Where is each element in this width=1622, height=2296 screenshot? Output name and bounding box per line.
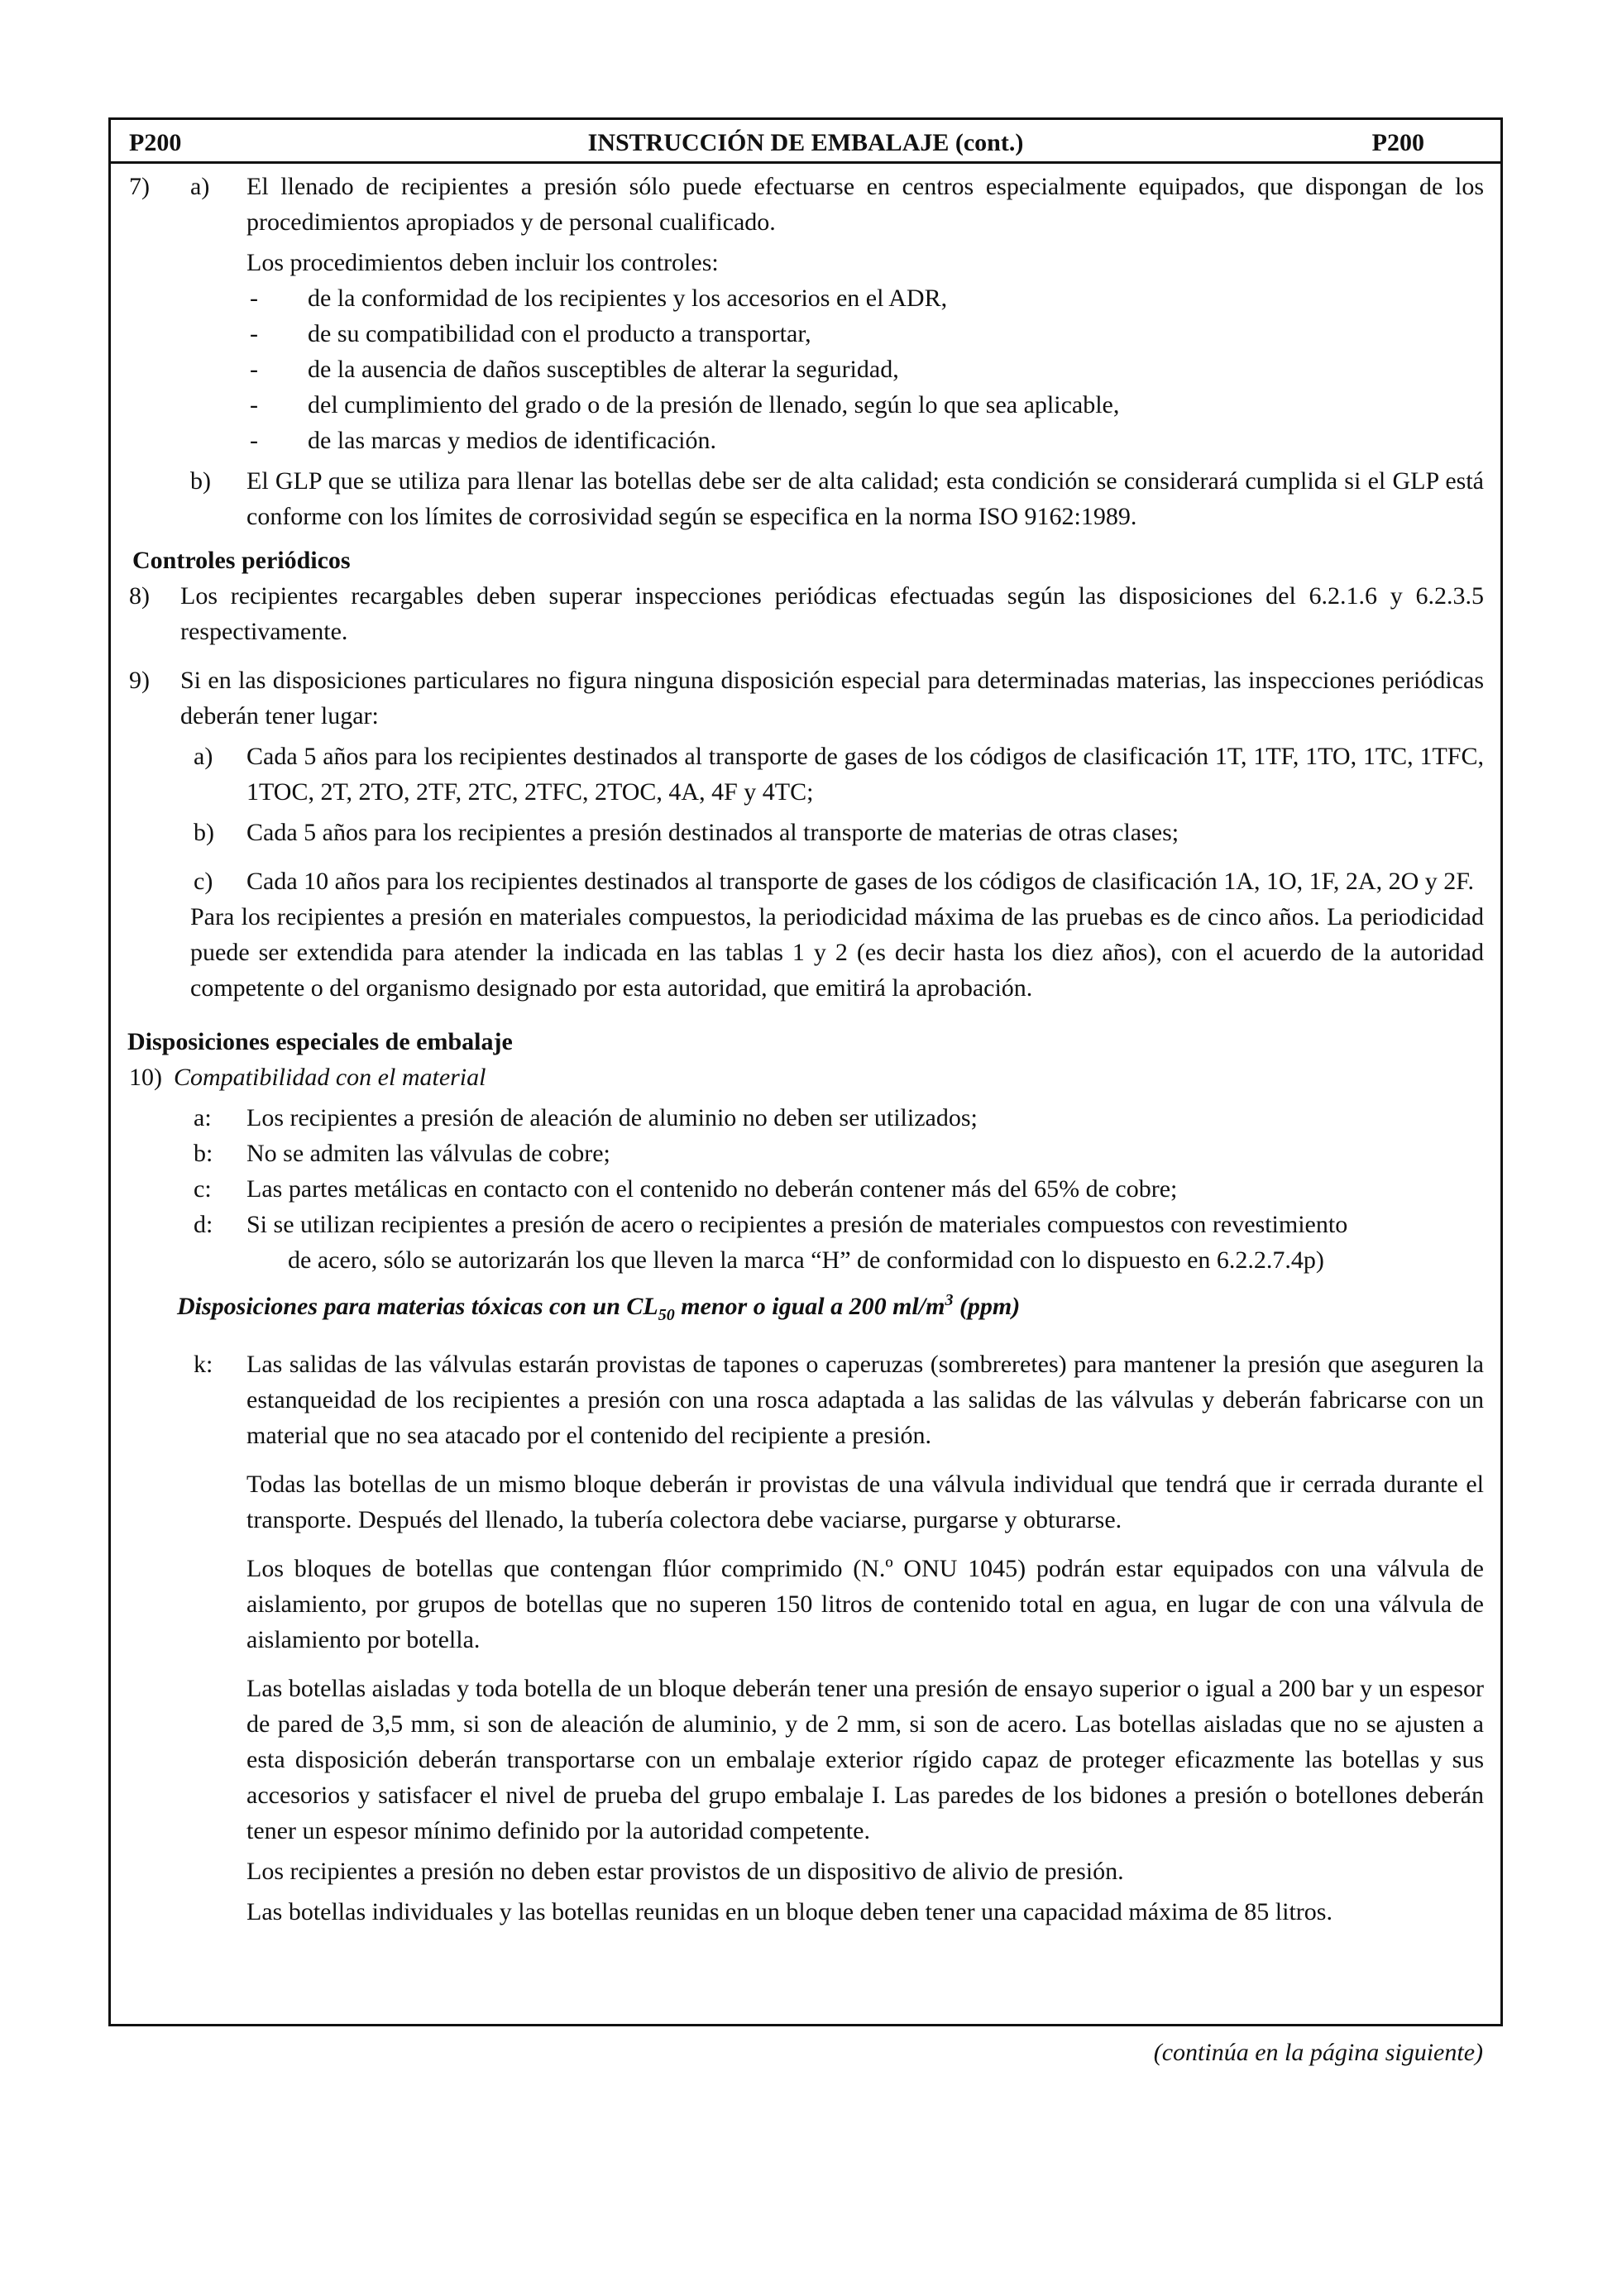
list-item-text: de la ausencia de daños susceptibles de alterar la seguridad, xyxy=(308,356,899,383)
item-label: c: xyxy=(194,1175,212,1203)
table-body xyxy=(111,164,1500,1930)
item-text: El llenado de recipientes a presión sólo puede efectuarse en centros especialmente equipados, que dispongan de los procedimientos apropiados y de personal cualificado. xyxy=(246,173,1484,236)
item-text: Cada 10 años para los recipientes destinados al transporte de gases de los códigos de clasificación 1A, 1O, 1F, 2A, 2O y 2F. xyxy=(246,868,1475,895)
periodicity-note: Para los recipientes a presión en materiales compuestos, la periodicidad máxima de las pruebas es de cinco años. La periodicidad puede ser extendida para atender la indicada en las tablas 1 y 2 (es decir hasta los diez años), con el acuerdo de la autoridad competente o del organismo designado por esta autoridad, que emitirá la aprobación. xyxy=(190,903,1484,1002)
list-item xyxy=(111,423,1500,458)
item-label: c) xyxy=(194,868,213,895)
toxic-heading-part: Disposiciones para materias tóxicas con un CL xyxy=(177,1293,658,1320)
item-label: b) xyxy=(194,819,214,846)
header-title: INSTRUCCIÓN DE EMBALAJE (cont.) xyxy=(587,129,1024,156)
dash-bullet: - xyxy=(250,320,258,347)
toxic-heading-superscript: 3 xyxy=(945,1291,954,1309)
item-label: a) xyxy=(194,743,213,770)
item-a xyxy=(111,1100,1500,1136)
paragraph: Todas las botellas de un mismo bloque deberán ir provistas de una válvula individual que tendrá que ir cerrada durante el transporte. Después del llenado, la tubería colectora debe vaciarse, purgarse y obturarse. xyxy=(246,1471,1484,1533)
section-9b xyxy=(111,815,1500,850)
item-label: k: xyxy=(194,1351,213,1378)
toxic-materials-heading xyxy=(177,1283,1500,1333)
item-b xyxy=(111,1136,1500,1171)
section-7a xyxy=(111,169,1500,240)
item-c xyxy=(111,1171,1500,1207)
list-item-text: de las marcas y medios de identificación. xyxy=(308,427,716,454)
paragraph: Los bloques de botellas que contengan flúor comprimido (N.º ONU 1045) podrán estar equipados con una válvula de aislamiento, por grupos de botellas que no superen 150 litros de contenido total en agua, en lugar de con una válvula de aislamiento por botella. xyxy=(246,1555,1484,1653)
instruction-table xyxy=(108,117,1503,2026)
section-10 xyxy=(111,1060,1500,1095)
dash-bullet: - xyxy=(250,427,258,454)
section-9 xyxy=(111,662,1500,734)
item-text: Las salidas de las válvulas estarán provistas de tapones o caperuzas (sombreretes) para mantener la presión que aseguren la estanqueidad de los recipientes a presión con una rosca adaptada a las salidas de las válvulas y deberán fabricarse con un material que no sea atacado por el contenido del recipiente a presión. xyxy=(246,1351,1484,1449)
list-item-text: de su compatibilidad con el producto a transportar, xyxy=(308,320,811,347)
paragraph: Las botellas individuales y las botellas reunidas en un bloque deben tener una capacidad máxima de 85 litros. xyxy=(246,1898,1333,1925)
list-item xyxy=(111,352,1500,387)
item-text: Los recipientes a presión de aleación de aluminio no deben ser utilizados; xyxy=(246,1104,978,1131)
section-number: 10) xyxy=(129,1064,162,1091)
continuation-note: (continúa en la página siguiente) xyxy=(1153,2039,1483,2066)
item-k xyxy=(111,1347,1500,1453)
section-8 xyxy=(111,578,1500,649)
list-item-text: del cumplimiento del grado o de la presión de llenado, según lo que sea aplicable, xyxy=(308,391,1120,419)
section-text: Los recipientes recargables deben superar inspecciones periódicas efectuadas según las disposiciones del 6.2.1.6 y 6.2.3.5 respectivamente. xyxy=(180,582,1484,645)
section-number: 8) xyxy=(129,582,150,610)
toxic-heading-part: menor o igual a 200 ml/m xyxy=(674,1293,945,1320)
item-label: b) xyxy=(190,467,211,495)
item-text-continuation: de acero, sólo se autorizarán los que lleven la marca “H” de conformidad con lo dispuesto en 6.2.2.7.4p) xyxy=(288,1246,1324,1274)
dash-bullet: - xyxy=(250,391,258,419)
item-text: El GLP que se utiliza para llenar las botellas debe ser de alta calidad; esta condición se considerará cumplida si el GLP está conforme con los límites de corrosividad según se especifica en la norma ISO 9162:1989. xyxy=(246,467,1484,530)
section-10-title: Compatibilidad con el material xyxy=(174,1064,486,1091)
paragraph: Las botellas aisladas y toda botella de un bloque deberán tener una presión de ensayo superior o igual a 200 bar y un espesor de pared de 3,5 mm, si son de aleación de aluminio, y de 2 mm, si son de acero. Las botellas aisladas que no se ajusten a esta disposición deberán transportarse con un embalaje exterior rígido capaz de proteger eficazmente las botellas y sus accesorios y satisfacer el nivel de prueba del grupo embalaje I. Las paredes de los bidones a presión o botellones deberán tener un espesor mínimo definido por la autoridad competente. xyxy=(246,1675,1484,1844)
section-9c xyxy=(111,863,1500,899)
item-label: b: xyxy=(194,1140,213,1167)
item-d xyxy=(111,1207,1500,1278)
toxic-heading-part: (ppm) xyxy=(953,1293,1021,1320)
list-item xyxy=(111,280,1500,316)
list-item-text: de la conformidad de los recipientes y los accesorios en el ADR, xyxy=(308,285,948,312)
section-number: 7) xyxy=(129,173,150,200)
header-code-right: P200 xyxy=(1371,129,1424,156)
item-label: d: xyxy=(194,1211,213,1238)
item-text: Si se utilizan recipientes a presión de acero o recipientes a presión de materiales compuestos con revestimiento xyxy=(246,1211,1348,1238)
item-label: a: xyxy=(194,1104,212,1131)
toxic-heading-subscript: 50 xyxy=(658,1306,675,1324)
table-header xyxy=(111,120,1500,164)
item-text: Cada 5 años para los recipientes a presión destinados al transporte de materias de otras clases; xyxy=(246,819,1179,846)
section-7b xyxy=(111,463,1500,534)
section-heading-controles: Controles periódicos xyxy=(132,547,351,574)
controls-intro: Los procedimientos deben incluir los controles: xyxy=(246,249,719,276)
item-text: Las partes metálicas en contacto con el contenido no deberán contener más del 65% de cobre; xyxy=(246,1175,1178,1203)
section-9a xyxy=(111,739,1500,810)
header-code-left: P200 xyxy=(129,129,182,156)
item-text: Cada 5 años para los recipientes destinados al transporte de gases de los códigos de clasificación 1T, 1TF, 1TO, 1TC, 1TFC, 1TOC, 2T, 2TO, 2TF, 2TC, 2TFC, 2TOC, 4A, 4F y 4TC; xyxy=(246,743,1484,806)
item-label: a) xyxy=(190,173,210,200)
dash-bullet: - xyxy=(250,356,258,383)
section-number: 9) xyxy=(129,667,150,694)
list-item xyxy=(111,387,1500,423)
item-text: No se admiten las válvulas de cobre; xyxy=(246,1140,610,1167)
dash-bullet: - xyxy=(250,285,258,312)
section-heading-disposiciones: Disposiciones especiales de embalaje xyxy=(127,1028,513,1055)
section-text: Si en las disposiciones particulares no figura ninguna disposición especial para determinadas materias, las inspecciones periódicas deberán tener lugar: xyxy=(180,667,1484,729)
paragraph: Los recipientes a presión no deben estar provistos de un dispositivo de alivio de presión. xyxy=(246,1858,1124,1885)
list-item xyxy=(111,316,1500,352)
